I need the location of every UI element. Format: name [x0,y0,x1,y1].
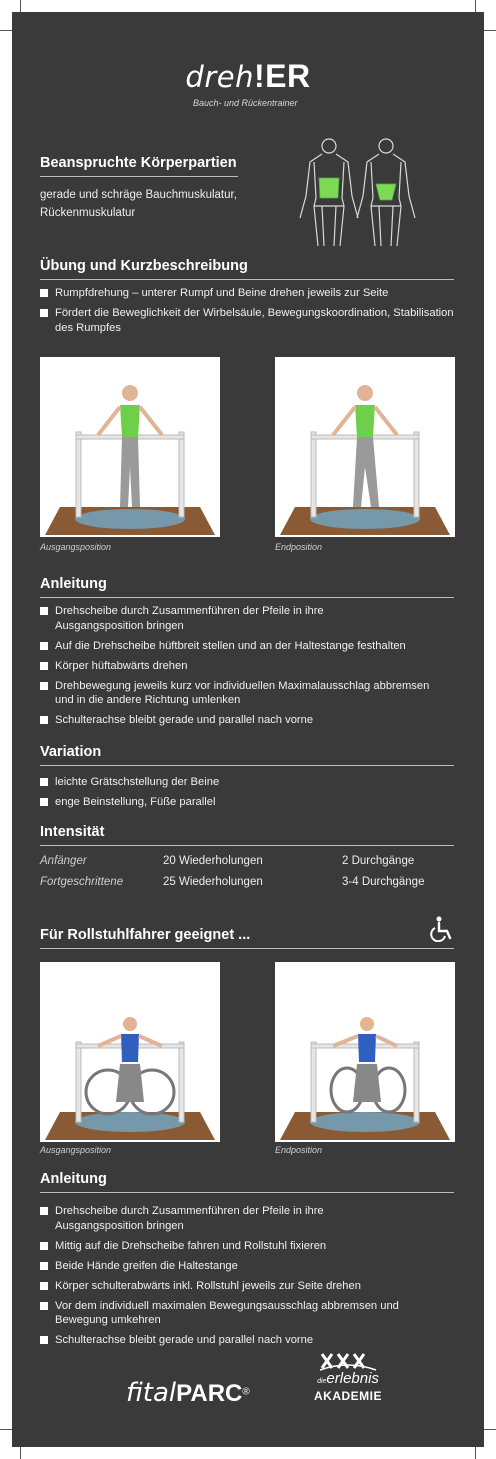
list-item-text: Beide Hände greifen die Haltestange [55,1259,238,1272]
list-item-text: Drehbewegung jeweils kurz vor individuellen Maximalausschlag abbremsen und in die andere Richtung umlenken [55,679,430,706]
logo-mark-icon [318,1350,378,1372]
logo-akademie: AKADEMIE [313,1389,382,1403]
wheelchair-icon [430,916,456,942]
logo-die: die [317,1378,327,1385]
instructions-heading: Anleitung [40,1171,107,1187]
intensity-sets: 3-4 Durchgänge [342,876,425,888]
list-item [40,659,450,674]
list-item [40,775,450,790]
crop-mark [475,1447,476,1459]
caption-end: Endposition [275,542,323,552]
list-item [40,1333,450,1348]
crop-mark [20,1447,21,1459]
divider [40,1192,454,1193]
variation-list [40,775,450,815]
list-item-text: Schulterachse bleibt gerade und parallel nach vorne [55,1334,314,1346]
list-item [40,1239,450,1254]
divider [40,845,454,846]
list-item-text: Körper hüftabwärts drehen [55,659,188,672]
list-item [40,604,450,633]
instructions-list [40,604,450,733]
list-item [40,1299,450,1328]
muscle-anatomy-icon [294,136,424,248]
wheelchair-heading: Für Rollstuhlfahrer geeignet ... [40,927,251,943]
poster-panel [12,12,484,1447]
bullet-icon [40,1302,48,1310]
exercise-heading: Übung und Kurzbeschreibung [40,258,248,274]
bullet-icon [40,309,48,317]
bullet-icon [40,607,48,615]
bullet-icon [40,642,48,650]
erlebnis-akademie-logo [298,1350,398,1403]
logo-erlebnis: erlebnis [326,1370,379,1387]
crop-mark [484,1429,496,1430]
intensity-heading: Intensität [40,824,105,840]
divider [40,765,454,766]
variation-heading: Variation [40,744,102,760]
intensity-sets: 2 Durchgänge [342,855,415,867]
bullet-icon [40,1336,48,1344]
logo-er: ER [265,58,311,94]
intensity-reps: 25 Wiederholungen [163,876,263,888]
bullet-icon [40,716,48,724]
caption-end: Endposition [275,1145,323,1155]
divider [40,176,238,177]
fitalparc-logo [126,1378,250,1408]
list-item-text: Schulterachse bleibt gerade und parallel nach vorne [55,714,314,726]
list-item [40,795,450,810]
body-parts-line1: gerade und schräge Bauchmuskulatur, [40,189,237,201]
list-item [40,1259,450,1274]
crop-mark [20,0,21,12]
fital-text: fital [126,1378,177,1408]
product-logo [12,58,484,108]
standing-figure-illustration [275,357,455,537]
exercise-list [40,286,460,341]
list-item [40,1204,450,1233]
photo-wheelchair-start [40,962,220,1142]
list-item-text: Fördert die Beweglichkeit der Wirbelsäule, Bewegungskoordination, Stabilisation des Rumpfes [55,307,454,334]
intensity-reps: 20 Wiederholungen [163,855,263,867]
crop-mark [0,30,12,31]
divider [40,279,454,280]
bullet-icon [40,1207,48,1215]
logo-dreh: dreh [185,60,254,94]
bullet-icon [40,798,48,806]
list-item [40,679,450,708]
list-item [40,639,450,654]
body-parts-heading: Beanspruchte Körperpartien [40,155,237,171]
list-item-text: Auf die Drehscheibe hüftbreit stellen und an der Haltestange festhalten [55,639,406,652]
wheelchair-figure-illustration [275,962,455,1142]
list-item-text: Drehscheibe durch Zusammenführen der Pfeile in ihre Ausgangsposition bringen [55,605,324,632]
instructions-list [40,1204,450,1353]
bullet-icon [40,682,48,690]
bullet-icon [40,1242,48,1250]
bullet-icon [40,1262,48,1270]
park-text: PARC [176,1380,243,1407]
divider [40,597,454,598]
list-item-text: leichte Grätschstellung der Beine [55,776,220,788]
bullet-icon [40,778,48,786]
list-item [40,286,460,301]
list-item-text: Körper schulterabwärts inkl. Rollstuhl jeweils zur Seite drehen [55,1279,361,1292]
wheelchair-figure-illustration [40,962,220,1142]
list-item-text: Rumpfdrehung – unterer Rumpf und Beine drehen jeweils zur Seite [55,287,389,299]
list-item-text: enge Beinstellung, Füße parallel [55,796,216,808]
list-item-text: Vor dem individuell maximalen Bewegungsausschlag abbremsen und Bewegung umkehren [55,1299,399,1326]
caption-start: Ausgangsposition [40,542,112,552]
body-parts-line2: Rückenmuskulatur [40,207,136,219]
standing-figure-illustration [40,357,220,537]
crop-mark [475,0,476,12]
list-item [40,1279,450,1294]
bullet-icon [40,289,48,297]
list-item-text: Mittig auf die Drehscheibe fahren und Rollstuhl fixieren [55,1239,327,1252]
intensity-level: Fortgeschrittene [40,876,124,888]
logo-tagline: Bauch- und Rückentrainer [193,98,298,108]
bullet-icon [40,662,48,670]
divider [40,948,454,949]
logo-excl: ! [253,58,266,94]
intensity-level: Anfänger [40,855,87,867]
bullet-icon [40,1282,48,1290]
list-item [40,713,450,728]
list-item-text: Drehscheibe durch Zusammenführen der Pfeile in ihre Ausgangsposition bringen [55,1205,324,1232]
crop-mark [0,1429,12,1430]
caption-start: Ausgangsposition [40,1145,112,1155]
instructions-heading: Anleitung [40,576,107,592]
crop-mark [484,30,496,31]
registered-mark: ® [242,1386,250,1398]
photo-wheelchair-end [275,962,455,1142]
photo-end-position [275,357,455,537]
photo-start-position [40,357,220,537]
list-item [40,306,460,335]
